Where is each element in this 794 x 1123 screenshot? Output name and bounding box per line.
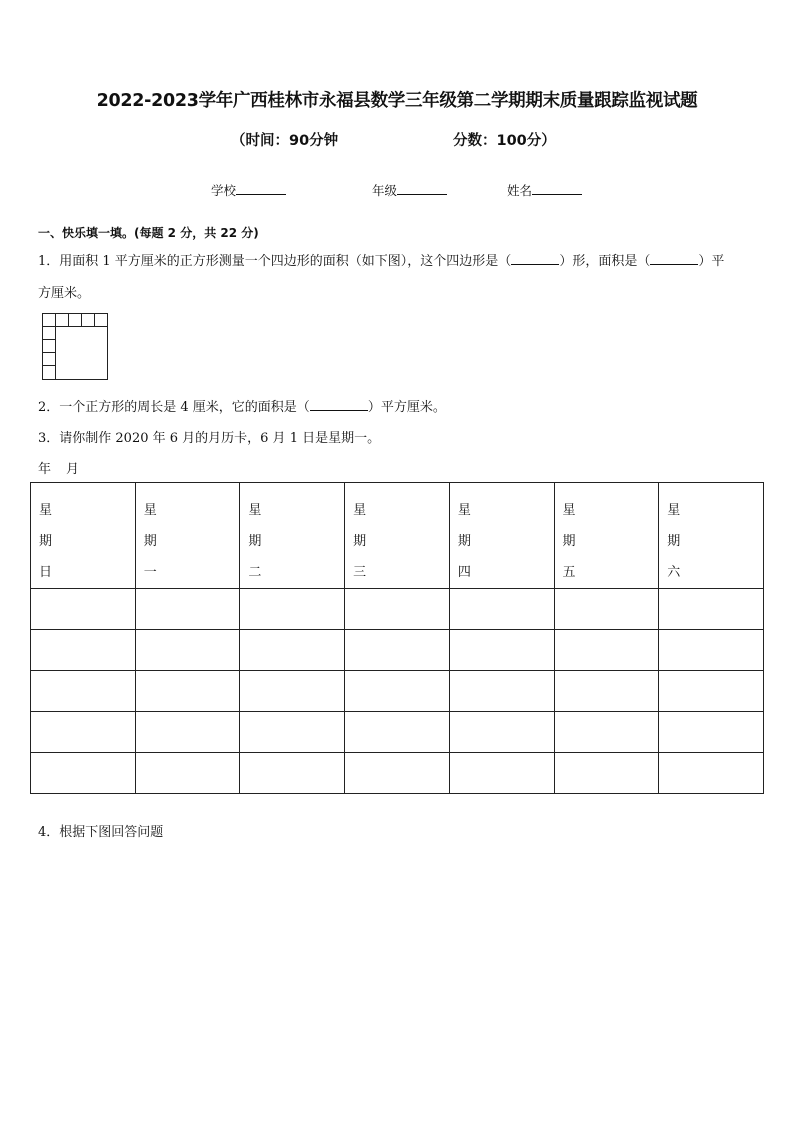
weekday-sun: 星 期 日	[31, 483, 136, 589]
name-blank[interactable]	[532, 182, 582, 195]
weekday-tue: 星 期 二	[240, 483, 345, 589]
calendar-header-row	[31, 483, 764, 589]
calendar-cell[interactable]	[345, 589, 450, 630]
calendar-cell[interactable]	[659, 671, 764, 712]
grade-blank[interactable]	[397, 182, 447, 195]
calendar-cell[interactable]	[449, 630, 554, 671]
q1-text-part2: ）形，面积是（	[559, 254, 651, 269]
calendar-cell[interactable]	[135, 630, 240, 671]
calendar-cell[interactable]	[554, 630, 659, 671]
q1-blank-shape[interactable]	[511, 252, 559, 265]
calendar-cell[interactable]	[659, 712, 764, 753]
exam-score: 分数：100分）	[453, 133, 556, 149]
calendar-cell[interactable]	[345, 712, 450, 753]
calendar-cell[interactable]	[659, 630, 764, 671]
calendar-cell[interactable]	[345, 671, 450, 712]
calendar-cell[interactable]	[31, 671, 136, 712]
calendar-cell[interactable]	[554, 671, 659, 712]
page-title: 2022-2023学年广西桂林市永福县数学三年级第二学期期末质量跟踪监视试题	[96, 91, 698, 111]
calendar-cell[interactable]	[135, 671, 240, 712]
quadrilateral-outline	[43, 314, 108, 380]
calendar-table	[30, 482, 764, 794]
calendar-week-row	[31, 589, 764, 630]
q2-blank[interactable]	[310, 398, 368, 411]
calendar-cell[interactable]	[659, 589, 764, 630]
calendar-cell[interactable]	[240, 671, 345, 712]
question-1	[38, 250, 724, 269]
calendar-week-row	[31, 671, 764, 712]
q1-blank-area[interactable]	[650, 252, 698, 265]
name-label: 姓名	[507, 183, 533, 198]
calendar-cell[interactable]	[554, 712, 659, 753]
school-label: 学校	[211, 183, 237, 198]
calendar-cell[interactable]	[449, 671, 554, 712]
weekday-wed: 星 期 三	[345, 483, 450, 589]
weekday-fri: 星 期 五	[554, 483, 659, 589]
calendar-cell[interactable]	[240, 712, 345, 753]
name-field	[507, 181, 582, 199]
calendar-cell[interactable]	[31, 589, 136, 630]
calendar-cell[interactable]	[449, 753, 554, 794]
weekday-sat: 星 期 六	[659, 483, 764, 589]
grade-field	[372, 181, 447, 199]
section-heading: 一、快乐填一填。(每题 2 分，共 22 分)	[38, 226, 259, 240]
exam-time: （时间：90分钟	[231, 133, 339, 149]
calendar-cell[interactable]	[345, 753, 450, 794]
calendar-cell[interactable]	[554, 753, 659, 794]
calendar-week-row	[31, 630, 764, 671]
calendar-cell[interactable]	[31, 712, 136, 753]
calendar-cell[interactable]	[135, 712, 240, 753]
calendar-cell[interactable]	[31, 753, 136, 794]
calendar-cell[interactable]	[345, 630, 450, 671]
calendar-cell[interactable]	[240, 753, 345, 794]
calendar-cell[interactable]	[135, 589, 240, 630]
q2-text-part2: ）平方厘米。	[367, 400, 446, 415]
month-label: 月	[66, 462, 80, 477]
grade-label: 年级	[372, 183, 398, 198]
q1-grid-figure	[42, 313, 110, 383]
year-label: 年	[38, 462, 52, 477]
question-2	[38, 396, 446, 415]
calendar-cell[interactable]	[554, 589, 659, 630]
q1-text-part3: ）平	[698, 254, 725, 269]
calendar-week-row	[31, 753, 764, 794]
question-4: 4．根据下图回答问题	[38, 825, 164, 840]
school-field	[211, 181, 286, 199]
weekday-thu: 星 期 四	[449, 483, 554, 589]
calendar-week-row	[31, 712, 764, 753]
calendar-cell[interactable]	[659, 753, 764, 794]
weekday-mon: 星 期 一	[135, 483, 240, 589]
school-blank[interactable]	[236, 182, 286, 195]
q1-text-part1: 1．用面积 1 平方厘米的正方形测量一个四边形的面积（如下图），这个四边形是（	[38, 254, 512, 269]
q2-text-part1: 2．一个正方形的周长是 4 厘米，它的面积是（	[38, 400, 310, 415]
calendar-cell[interactable]	[449, 712, 554, 753]
calendar-cell[interactable]	[240, 589, 345, 630]
calendar-cell[interactable]	[449, 589, 554, 630]
question-3: 3．请你制作 2020 年 6 月的月历卡，6 月 1 日是星期一。	[38, 431, 381, 446]
q1-text-line2: 方厘米。	[38, 286, 91, 301]
calendar-cell[interactable]	[135, 753, 240, 794]
calendar-cell[interactable]	[240, 630, 345, 671]
calendar-cell[interactable]	[31, 630, 136, 671]
